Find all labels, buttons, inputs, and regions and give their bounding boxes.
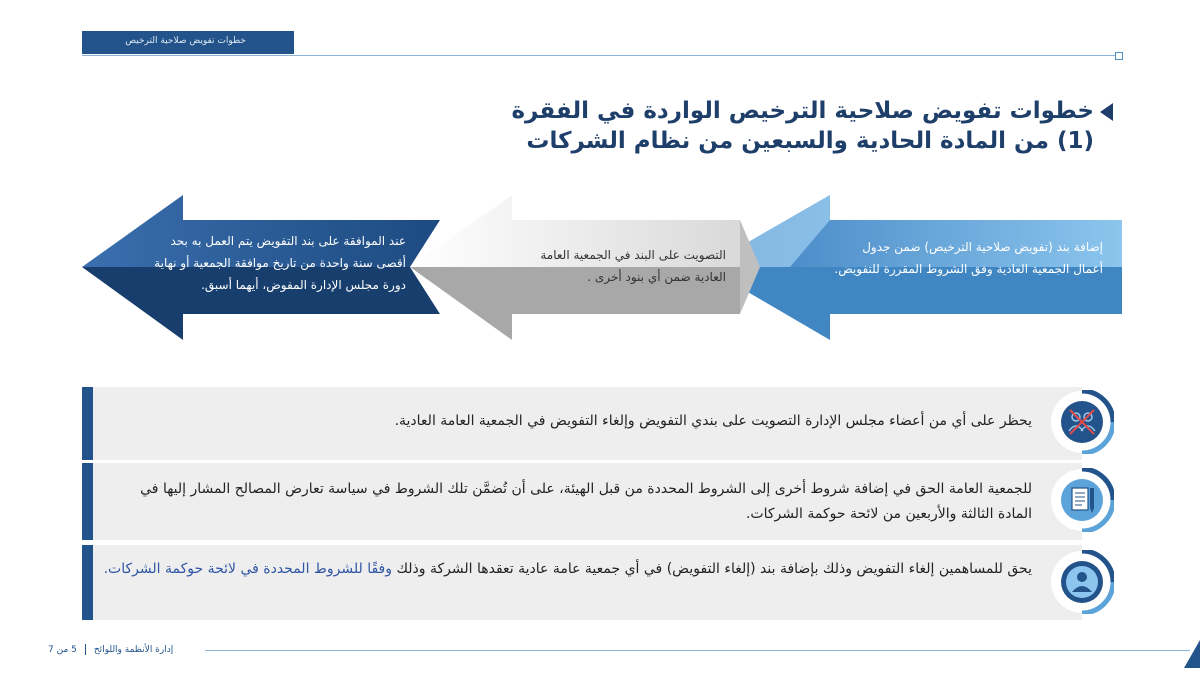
note-row-2 [82, 463, 1082, 540]
section-label: خطوات تفويض صلاحية الترخيص [125, 36, 246, 46]
document-pen-icon [1050, 468, 1114, 532]
step-3-text: عند الموافقة على بند التفويض يتم العمل به بحد أقصى سنة واحدة من تاريخ موافقة الجمعية أو نهاية دورة مجلس الإدارة المفوض، أيهما أسبق. [154, 234, 406, 292]
note-row-1 [82, 387, 1082, 460]
shareholder-icon [1050, 550, 1114, 614]
note-row-3 [82, 545, 1082, 620]
step-2-text: التصويت على البند في الجمعية العامة العادية ضمن أي بنود أخرى . [540, 248, 726, 284]
corner-accent [1184, 640, 1200, 668]
step-1-text: إضافة بند (تفويض صلاحية الترخيص) ضمن جدول أعمال الجمعية العادية وفق الشروط المقررة للتفويض. [834, 240, 1103, 276]
note-3-text-main: يحق للمساهمين إلغاء التفويض وذلك بإضافة بند (إلغاء التفويض) في أي جمعية عامة عادية تعقدها الشركة وذلك [392, 561, 1032, 577]
page-title-line-2: (1) من المادة الحادية والسبعين من نظام الشركات [526, 128, 1094, 154]
note-3-text-highlight: وفقًا للشروط المحددة في لائحة حوكمة الشركات. [103, 561, 392, 577]
page-title-line-1: خطوات تفويض صلاحية الترخيص الواردة في الفقرة [511, 98, 1094, 124]
footer-separator [85, 644, 86, 655]
note-3-text [102, 557, 1032, 582]
note-2-text: للجمعية العامة الحق في إضافة شروط أخرى إلى الشروط المحددة من قبل الهيئة، على أن تُضمَّن تلك الشروط في سياسة تعارض المصالح المشار إليها في المادة الثالثة والأربعين من لائحة حوكمة الشركات. [140, 481, 1032, 522]
page-number: 5 من 7 [48, 645, 77, 655]
footer-section: إدارة الأنظمة واللوائح [93, 645, 174, 655]
note-1-text: يحظر على أي من أعضاء مجلس الإدارة التصويت على بندي التفويض وإلغاء التفويض في الجمعية العامة العادية. [394, 413, 1032, 429]
people-restricted-icon [1050, 390, 1114, 454]
footer-divider [205, 650, 1190, 651]
footer [48, 644, 173, 655]
